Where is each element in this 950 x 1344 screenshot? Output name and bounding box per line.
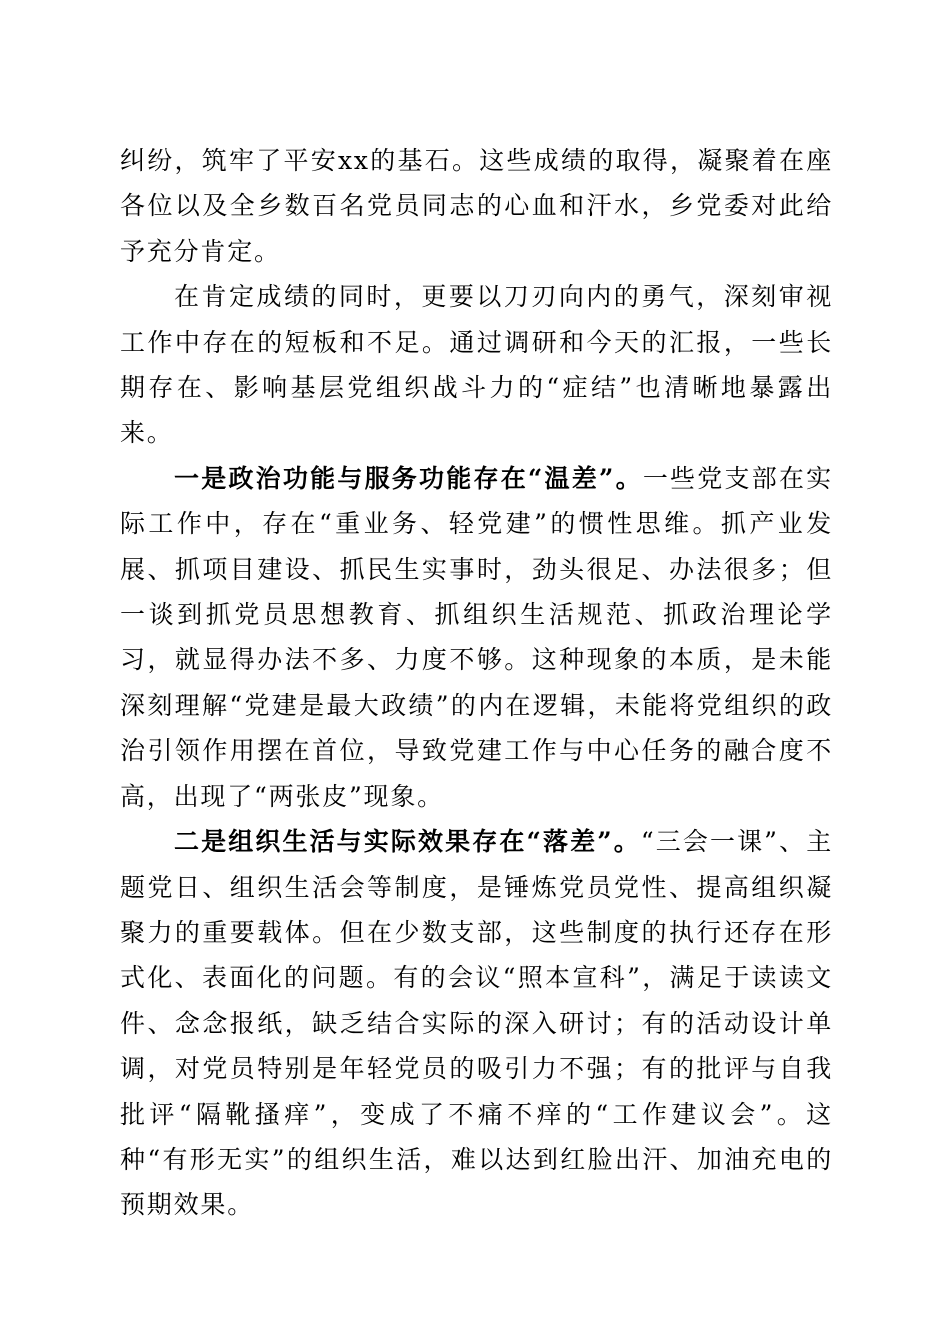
paragraph-2 bbox=[120, 274, 833, 456]
paragraph-1 bbox=[120, 138, 833, 274]
paragraph-3-text: 一些党支部在实际工作中，存在“重业务、轻党建”的惯性思维。抓产业发展、抓项目建设、抓民生实事时，劲头很足、办法很多；但一谈到抓党员思想教育、抓组织生活规范、抓政治理论学习，就显得办法不多、力度不够。这种现象的本质，是未能深刻理解“党建是最大政绩”的内在逻辑，未能将党组织的政治引领作用摆在首位，导致党建工作与中心任务的融合度不高，出现了“两张皮”现象。 bbox=[120, 463, 833, 811]
paragraph-4-text: “三会一课”、主题党日、组织生活会等制度，是锤炼党员党性、提高组织凝聚力的重要载体。但在少数支部，这些制度的执行还存在形式化、表面化的问题。有的会议“照本宣科”，满足于读读文件、念念报纸，缺乏结合实际的深入研讨；有的活动设计单调，对党员特别是年轻党员的吸引力不强；有的批评与自我批评“隔靴搔痒”，变成了不痛不痒的“工作建议会”。这种“有形无实”的组织生活，难以达到红脸出汗、加油充电的预期效果。 bbox=[120, 827, 833, 1220]
paragraph-3 bbox=[120, 456, 833, 819]
document-page bbox=[120, 138, 833, 1228]
paragraph-4 bbox=[120, 819, 833, 1228]
paragraph-3-heading: 一是政治功能与服务功能存在“温差”。 bbox=[174, 463, 643, 493]
paragraph-4-heading: 二是组织生活与实际效果存在“落差”。 bbox=[174, 827, 641, 857]
paragraph-1-text: 纠纷，筑牢了平安xx的基石。这些成绩的取得，凝聚着在座各位以及全乡数百名党员同志的心血和汗水，乡党委对此给予充分肯定。 bbox=[120, 146, 833, 266]
paragraph-2-text: 在肯定成绩的同时，更要以刀刃向内的勇气，深刻审视工作中存在的短板和不足。通过调研和今天的汇报，一些长期存在、影响基层党组织战斗力的“症结”也清晰地暴露出来。 bbox=[120, 282, 833, 448]
